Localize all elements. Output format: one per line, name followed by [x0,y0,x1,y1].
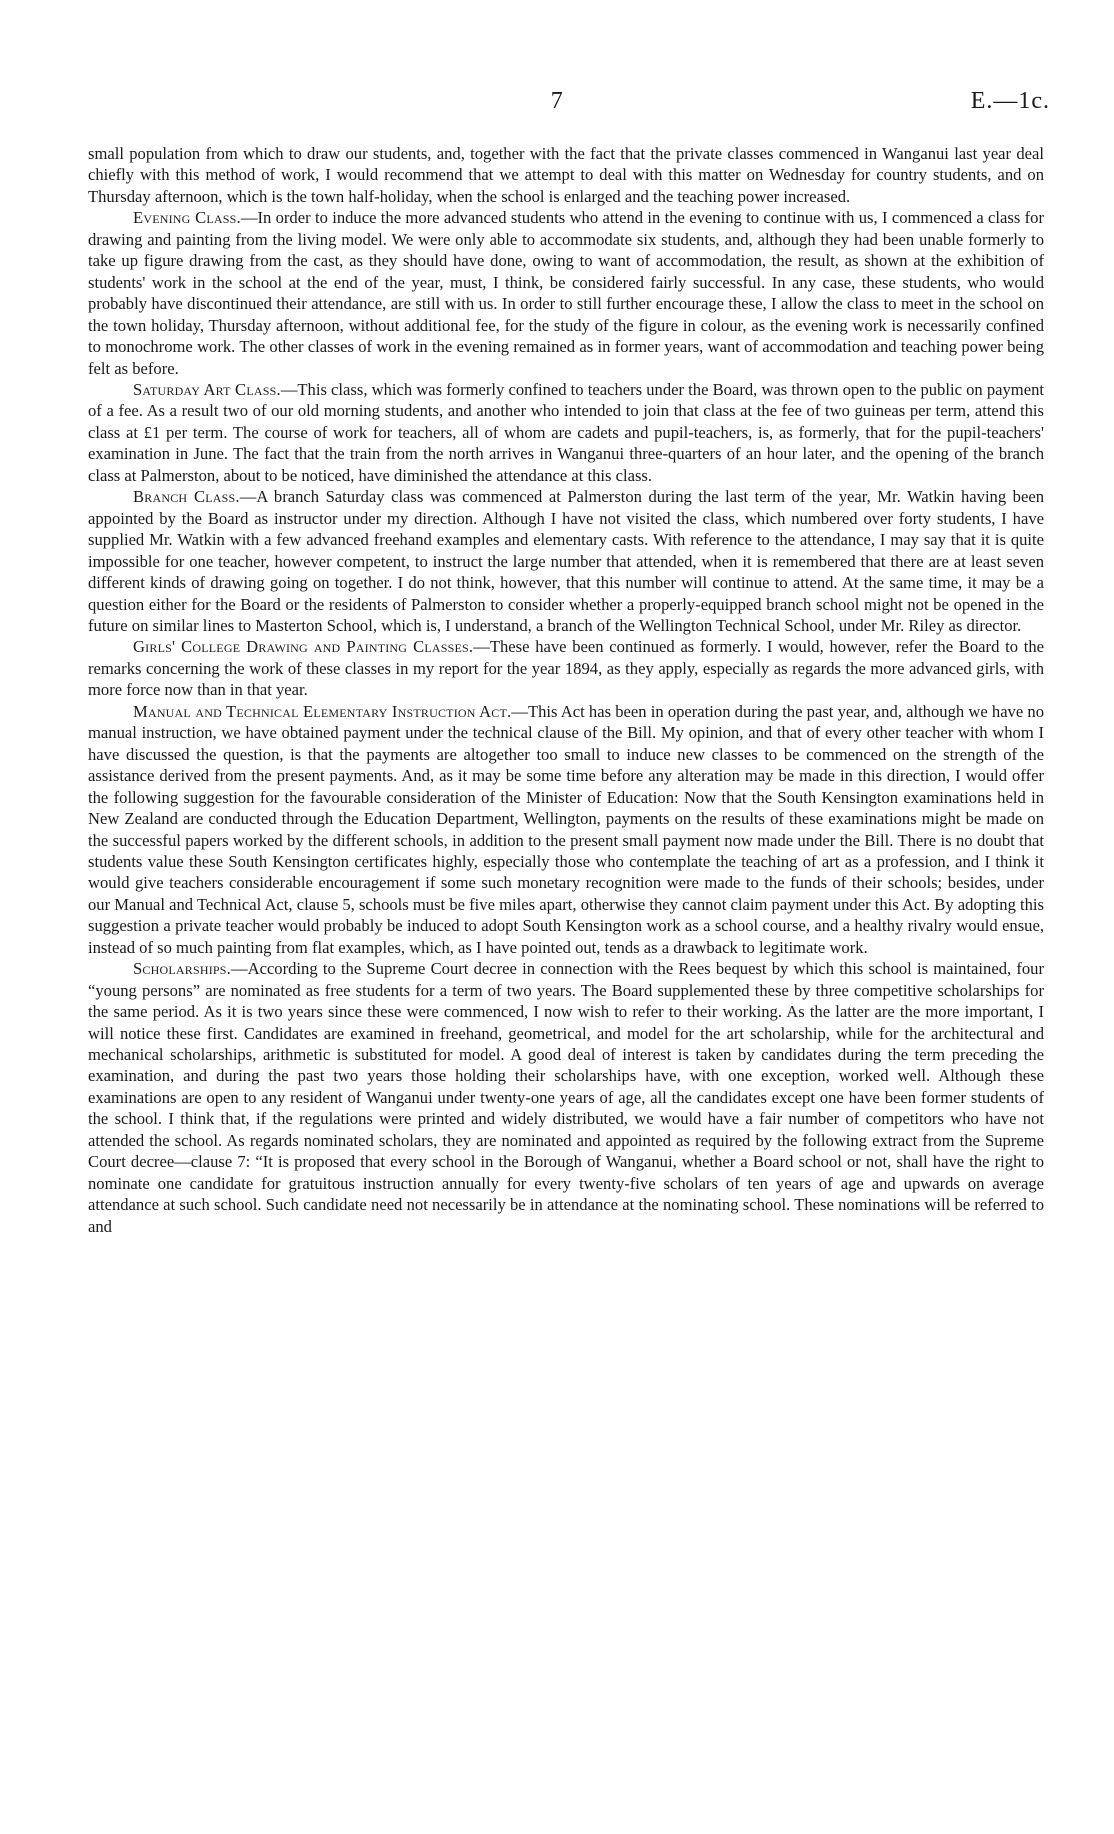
paragraph-girls-college [88,636,1044,700]
paragraph-branch-class [88,486,1044,636]
document-reference: E.—1c. [970,88,1050,114]
paragraph-text: —A branch Saturday class was commenced at Palmerston during the last term of the year, Mr. Watkin having been appointed by the Board as instructor under my direction. Although I have not visited the class, which numbered over forty students, I have supplied Mr. Watkin with a few advanced freehand examples and elementary casts. With reference to the attendance, I may say that it is quite impossible for one teacher, however competent, to instruct the large number that attended, when it is remembered that there are at least seven different kinds of drawing going on together. I do not think, however, that this number will continue to attend. At the same time, it may be a question either for the Board or the residents of Palmerston to consider whether a properly-equipped branch school might not be opened in the future on similar lines to Masterton School, which is, I understand, a branch of the Wellington Technical School, under Mr. Riley as director. [88,487,1044,635]
paragraph-saturday-art-class [88,379,1044,486]
paragraph-manual-technical-act [88,701,1044,958]
section-heading: Saturday Art Class. [133,379,281,399]
section-heading: Evening Class. [133,208,241,228]
page-header [0,88,1114,118]
paragraph-text: —This Act has been in operation during the past year, and, although we have no manual instruction, we have obtained payment under the technical clause of the Bill. My opinion, and that of every other teacher with whom I have discussed the question, is that the payments are altogether too small to induce new classes to be commenced on the strength of the assistance derived from the present payments. And, as it may be some time before any alteration may be made in this direction, I would offer the following suggestion for the favourable consideration of the Minister of Education: Now that the South Kensington examinations held in New Zealand are conducted through the Education Department, Wellington, payments on the results of these examinations might be made on the successful papers worked by the different schools, in addition to the present small payment now made under the Bill. There is no doubt that students value these South Kensington certificates highly, especially those who contemplate the teaching of art as a profession, and I think it would give teachers considerable encouragement if some such monetary recognition were made to the funds of their schools; besides, under our Manual and Technical Act, clause 5, schools must be five miles apart, otherwise they cannot claim payment under this Act. By adopting this suggestion a private teacher would probably be induced to adopt South Kensington work as a school course, and a healthy rivalry would ensue, instead of so much painting from flat examples, which, as I have pointed out, tends as a drawback to legitimate work. [88,701,1045,957]
section-heading: Branch Class. [133,487,240,507]
page-number: 7 [550,88,564,114]
section-heading: Scholarships. [133,959,231,979]
paragraph-evening-class [88,207,1044,379]
paragraph-text: —According to the Supreme Court decree in connection with the Rees bequest by which this school is maintained, four “young persons” are nominated as free students for a term of two years. The Board supplemented these by three competitive scholarships for the same period. As it is two years since these were commenced, I now wish to refer to their working. As the latter are the more important, I will notice these first. Candidates are examined in freehand, geometrical, and model for the art scholarship, while for the architectural and mechanical scholarships, arithmetic is substituted for model. A good deal of interest is taken by candidates during the term preceding the examination, and during the past two years those holding their scholarships have, with one exception, worked well. Although these examinations are open to any resident of Wanganui under twenty-one years of age, all the candidates except one have been former students of the school. I think that, if the regulations were printed and widely distributed, we would have a fair number of competitors who have not attended the school. As regards nominated scholars, they are nominated and appointed as required by the following extract from the Supreme Court decree—clause 7: “It is proposed that every school in the Borough of Wanganui, whether a Board school or not, shall have the right to nominate one candidate for gratuitous instruction annually for every twenty-five scholars of ten years of age and upwards on average attendance at such school. Such candidate need not necessarily be in attendance at the nominating school. These nominations will be referred to and [88,959,1044,1236]
paragraph-text: —In order to induce the more advanced students who attend in the evening to continue with us, I commenced a class for drawing and painting from the living model. We were only able to accommodate six students, and, although they had been unable formerly to take up figure drawing from the cast, as they should have done, owing to want of accommodation, the result, as shown at the exhibition of students' work in the school at the end of the year, must, I think, be considered fairly successful. In any case, these students, who would probably have discontinued their attendance, are still with us. In order to still further encourage these, I allow the class to meet in the school on the town holiday, Thursday afternoon, without additional fee, for the study of the figure in colour, as the evening work is necessarily confined to monochrome work. The other classes of work in the evening remained as in former years, want of accommodation and teaching power being felt as before. [88,208,1045,378]
paragraph-scholarships [88,958,1044,1237]
paragraph-text: —These have been continued as formerly. I would, however, refer the Board to the remarks concerning the work of these classes in my report for the year 1894, as they apply, especially as regards the more advanced girls, with more force now than in that year. [88,637,1044,700]
section-heading: Manual and Technical Elementary Instruction Act. [133,701,512,721]
paragraph-text: small population from which to draw our students, and, together with the fact that the private classes commenced in Wanganui last year deal chiefly with this method of work, I would recommend that we attempt to deal with this matter on Wednesday for country students, and on Thursday afternoon, which is the town half-holiday, when the school is enlarged and the teaching power increased. [88,144,1044,206]
paragraph-text: —This class, which was formerly confined to teachers under the Board, was thrown open to the public on payment of a fee. As a result two of our old morning students, and another who intended to join that class at the fee of two guineas per term, attend this class at £1 per term. The course of work for teachers, all of whom are cadets and pupil-teachers, is, as formerly, that for the pupil-teachers' examination in June. The fact that the train from the north arrives in Wanganui three-quarters of an hour later, and the opening of the branch class at Palmerston, about to be noticed, have diminished the attendance at this class. [88,379,1044,485]
paragraph-continuation [88,143,1044,207]
section-heading: Girls' College Drawing and Painting Classes. [133,637,474,657]
body-text [88,143,1044,1237]
